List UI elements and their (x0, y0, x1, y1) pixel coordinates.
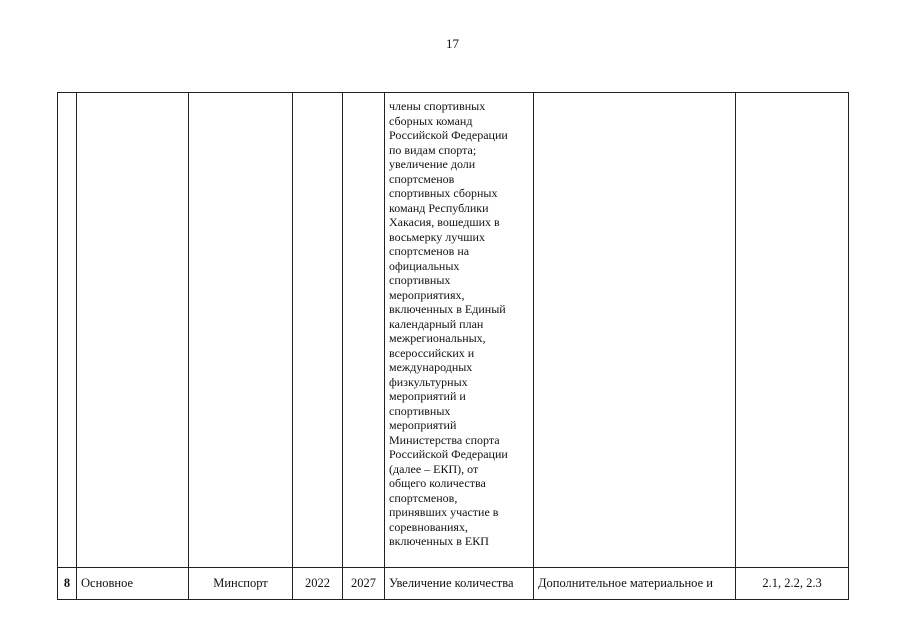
page-number: 17 (446, 36, 459, 51)
cell-result: члены спортивных сборных команд Российской Федерации по видам спорта; увеличение доли спортсменов спортивных сборных команд Республики Хакасия, вошедших в восьмерку лучших спортсменов на официальных спортивных мероприятиях, включенных в Единый календарный план межрегиональных, всероссийских и международных физкультурных мероприятий и спортивных мероприятий Министерства спорта Российской Федерации (далее – ЕКП), от общего количества спортсменов, принявших участие в соревнованиях, включенных в ЕКП (385, 93, 534, 568)
cell-end: 2027 (343, 568, 385, 600)
cell-links (736, 93, 849, 568)
cell-start: 2022 (293, 568, 343, 600)
cell-end (343, 93, 385, 568)
cell-name (77, 93, 189, 568)
table-row (58, 93, 849, 568)
cell-consequences (534, 93, 736, 568)
table-row (58, 568, 849, 600)
cell-result: Увеличение количества (385, 568, 534, 600)
cell-start (293, 93, 343, 568)
program-table (57, 92, 849, 600)
cell-links: 2.1, 2.2, 2.3 (736, 568, 849, 600)
cell-executor (189, 93, 293, 568)
cell-consequences: Дополнительное материальное и (534, 568, 736, 600)
cell-num (58, 93, 77, 568)
cell-name: Основное (77, 568, 189, 600)
cell-executor: Минспорт (189, 568, 293, 600)
cell-num: 8 (58, 568, 77, 600)
